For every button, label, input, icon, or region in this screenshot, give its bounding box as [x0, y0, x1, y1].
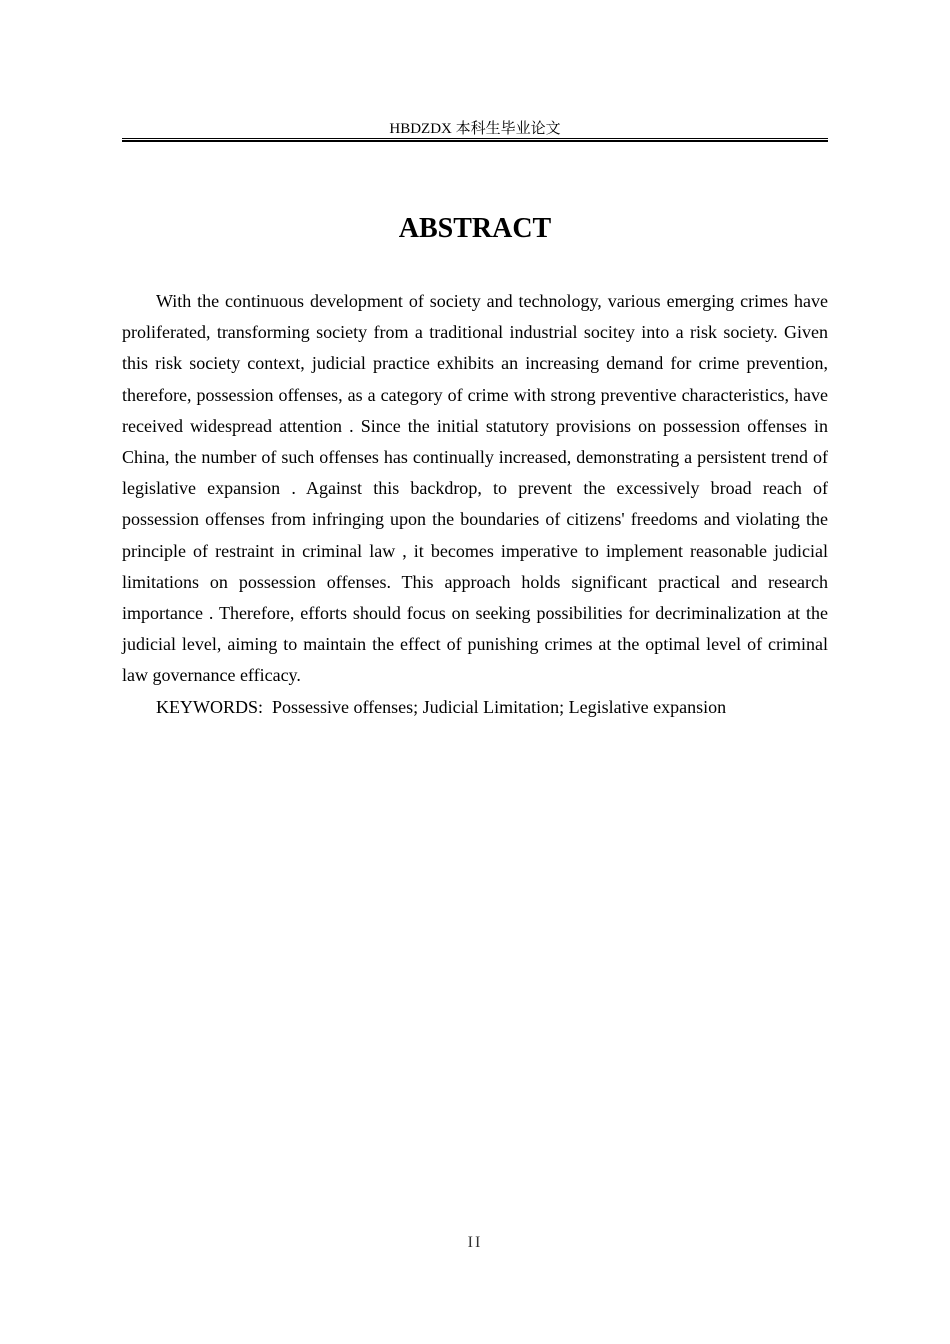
header-rule-thin [122, 138, 828, 139]
abstract-body: With the continuous development of society and technology, various emerging crimes have proliferated, transforming society from a traditional industrial socitey into a risk society. Given this risk society context, judicial practice exhibits an increasing demand for crime prevention, therefore, possession offenses, as a category of crime with strong preventive characteristics, have received widespread attention . Since the initial statutory provisions on possession offenses in China, the number of such offenses has continually increased, demonstrating a persistent trend of legislative expansion . Against this backdrop, to prevent the excessively broad reach of possession offenses from infringing upon the boundaries of citizens' freedoms and violating the principle of restraint in criminal law , it becomes imperative to implement reasonable judicial limitations on possession offenses. This approach holds significant practical and research importance . Therefore, efforts should focus on seeking possibilities for decriminalization at the judicial level, aiming to maintain the effect of punishing crimes at the optimal level of criminal law governance efficacy. [122, 291, 828, 686]
running-header: HBDZDX 本科生毕业论文 [389, 121, 561, 137]
keywords-label: KEYWORDS: [156, 697, 263, 717]
keywords-list: Possessive offenses; Judicial Limitation; Legislative expansion [272, 697, 727, 717]
keywords-line [122, 692, 828, 723]
page-number: II [467, 1234, 483, 1251]
abstract-title: ABSTRACT [398, 213, 552, 244]
header-rule-thick [122, 140, 828, 142]
